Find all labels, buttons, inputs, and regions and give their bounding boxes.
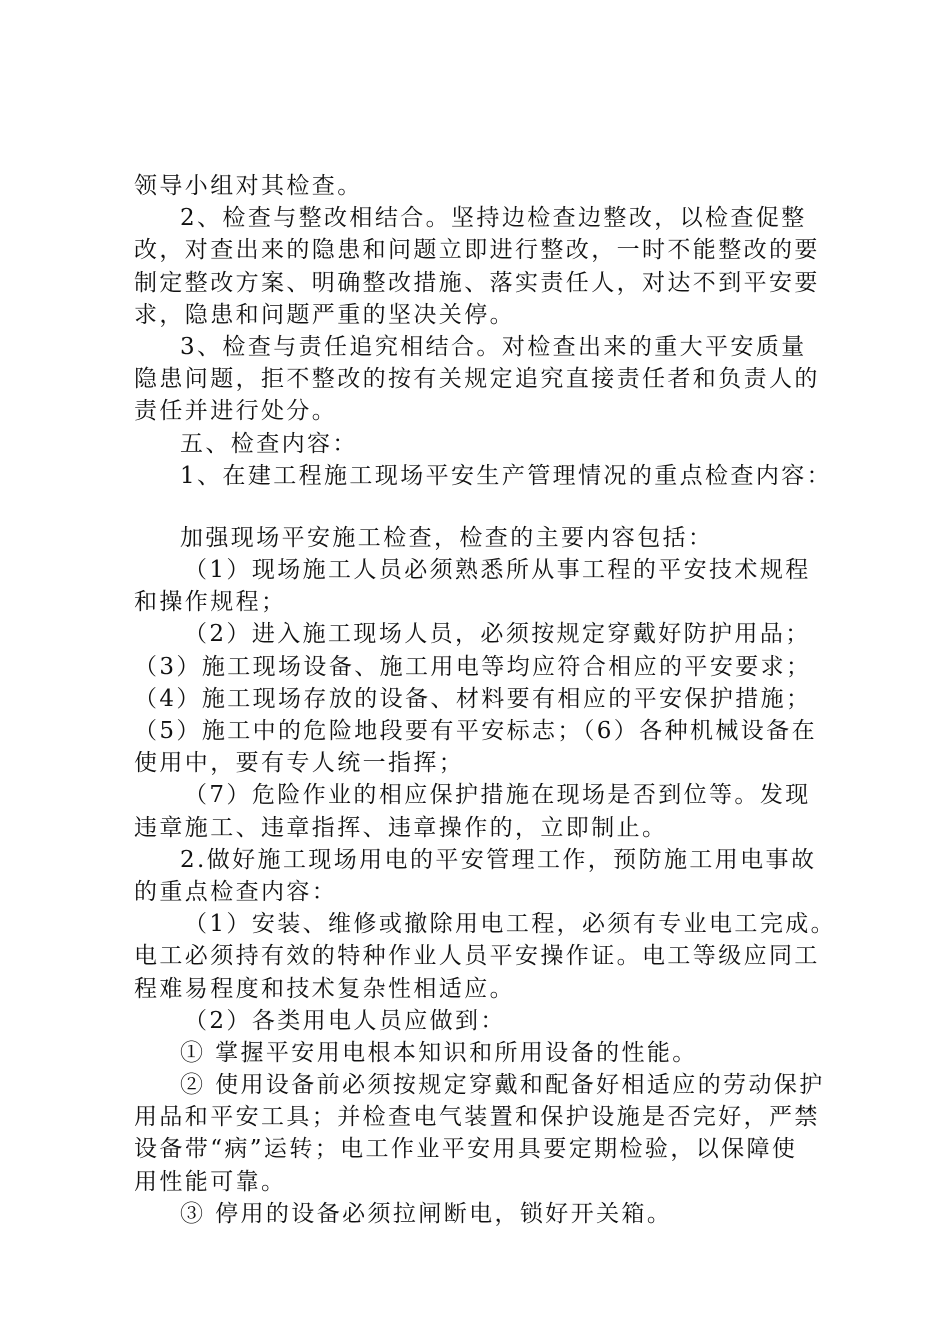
text-line: 使用中，要有专人统一指挥； <box>134 750 465 777</box>
document-body <box>134 170 837 1230</box>
list-item: ② 使用设备前必须按规定穿戴和配备好相适应的劳动保护 <box>180 1072 825 1099</box>
list-item: （2）进入施工现场人员，必须按规定穿戴好防护用品； <box>184 621 811 648</box>
text-line: 1、在建工程施工现场平安生产管理情况的重点检查内容： <box>180 462 833 489</box>
text-line: 电工必须持有效的特种作业人员平安操作证。电工等级应同工 <box>134 943 820 970</box>
text-line: 求，隐患和问题严重的坚决关停。 <box>134 301 515 328</box>
text-line: 程难易程度和技术复杂性相适应。 <box>134 975 515 1002</box>
list-item: （7）危险作业的相应保护措施在现场是否到位等。发现 <box>184 782 811 809</box>
text-line: 制定整改方案、明确整改措施、落实责任人，对达不到平安要 <box>134 269 820 296</box>
text-line: 3、检查与责任追究相结合。对检查出来的重大平安质量 <box>180 333 807 360</box>
text-line: 用性能可靠。 <box>134 1168 287 1195</box>
text-line: 和操作规程； <box>134 589 287 616</box>
text-line: 隐患问题，拒不整改的按有关规定追究直接责任者和负责人的 <box>134 366 820 393</box>
list-item: ① 掌握平安用电根本知识和所用设备的性能。 <box>180 1039 698 1066</box>
section-heading: 五、检查内容： <box>180 430 358 457</box>
text-line: 领导小组对其检查。 <box>134 173 363 199</box>
text-line: 违章施工、违章指挥、违章操作的，立即制止。 <box>134 814 668 841</box>
text-line: 设备带“病”运转；电工作业平安用具要定期检验，以保障使 <box>134 1136 798 1163</box>
list-item: （5）施工中的危险地段要有平安标志；（6）各种机械设备在 <box>134 718 817 744</box>
text-line: 改，对查出来的隐患和问题立即进行整改，一时不能整改的要 <box>134 237 820 264</box>
paragraph-gap <box>134 492 824 522</box>
list-item: （4）施工现场存放的设备、材料要有相应的平安保护措施； <box>134 685 812 712</box>
text-line: 加强现场平安施工检查，检查的主要内容包括： <box>180 524 714 551</box>
list-item: （2）各类用电人员应做到： <box>184 1007 506 1034</box>
list-item: （3）施工现场设备、施工用电等均应符合相应的平安要求； <box>134 653 812 680</box>
text-line: 责任并进行处分。 <box>134 398 338 425</box>
text-line: 2、检查与整改相结合。坚持边检查边整改，以检查促整 <box>180 205 807 232</box>
list-item: ③ 停用的设备必须拉闸断电，锁好开关箱。 <box>180 1200 673 1227</box>
text-line: 用品和平安工具；并检查电气装置和保护设施是否完好，严禁 <box>134 1104 820 1131</box>
list-item: （1）现场施工人员必须熟悉所从事工程的平安技术规程 <box>184 557 811 584</box>
text-line: 2.做好施工现场用电的平安管理工作，预防施工用电事故 <box>180 846 817 873</box>
text-line: 的重点检查内容： <box>134 878 338 905</box>
list-item: （1）安装、维修或撤除用电工程，必须有专业电工完成。 <box>184 911 837 938</box>
